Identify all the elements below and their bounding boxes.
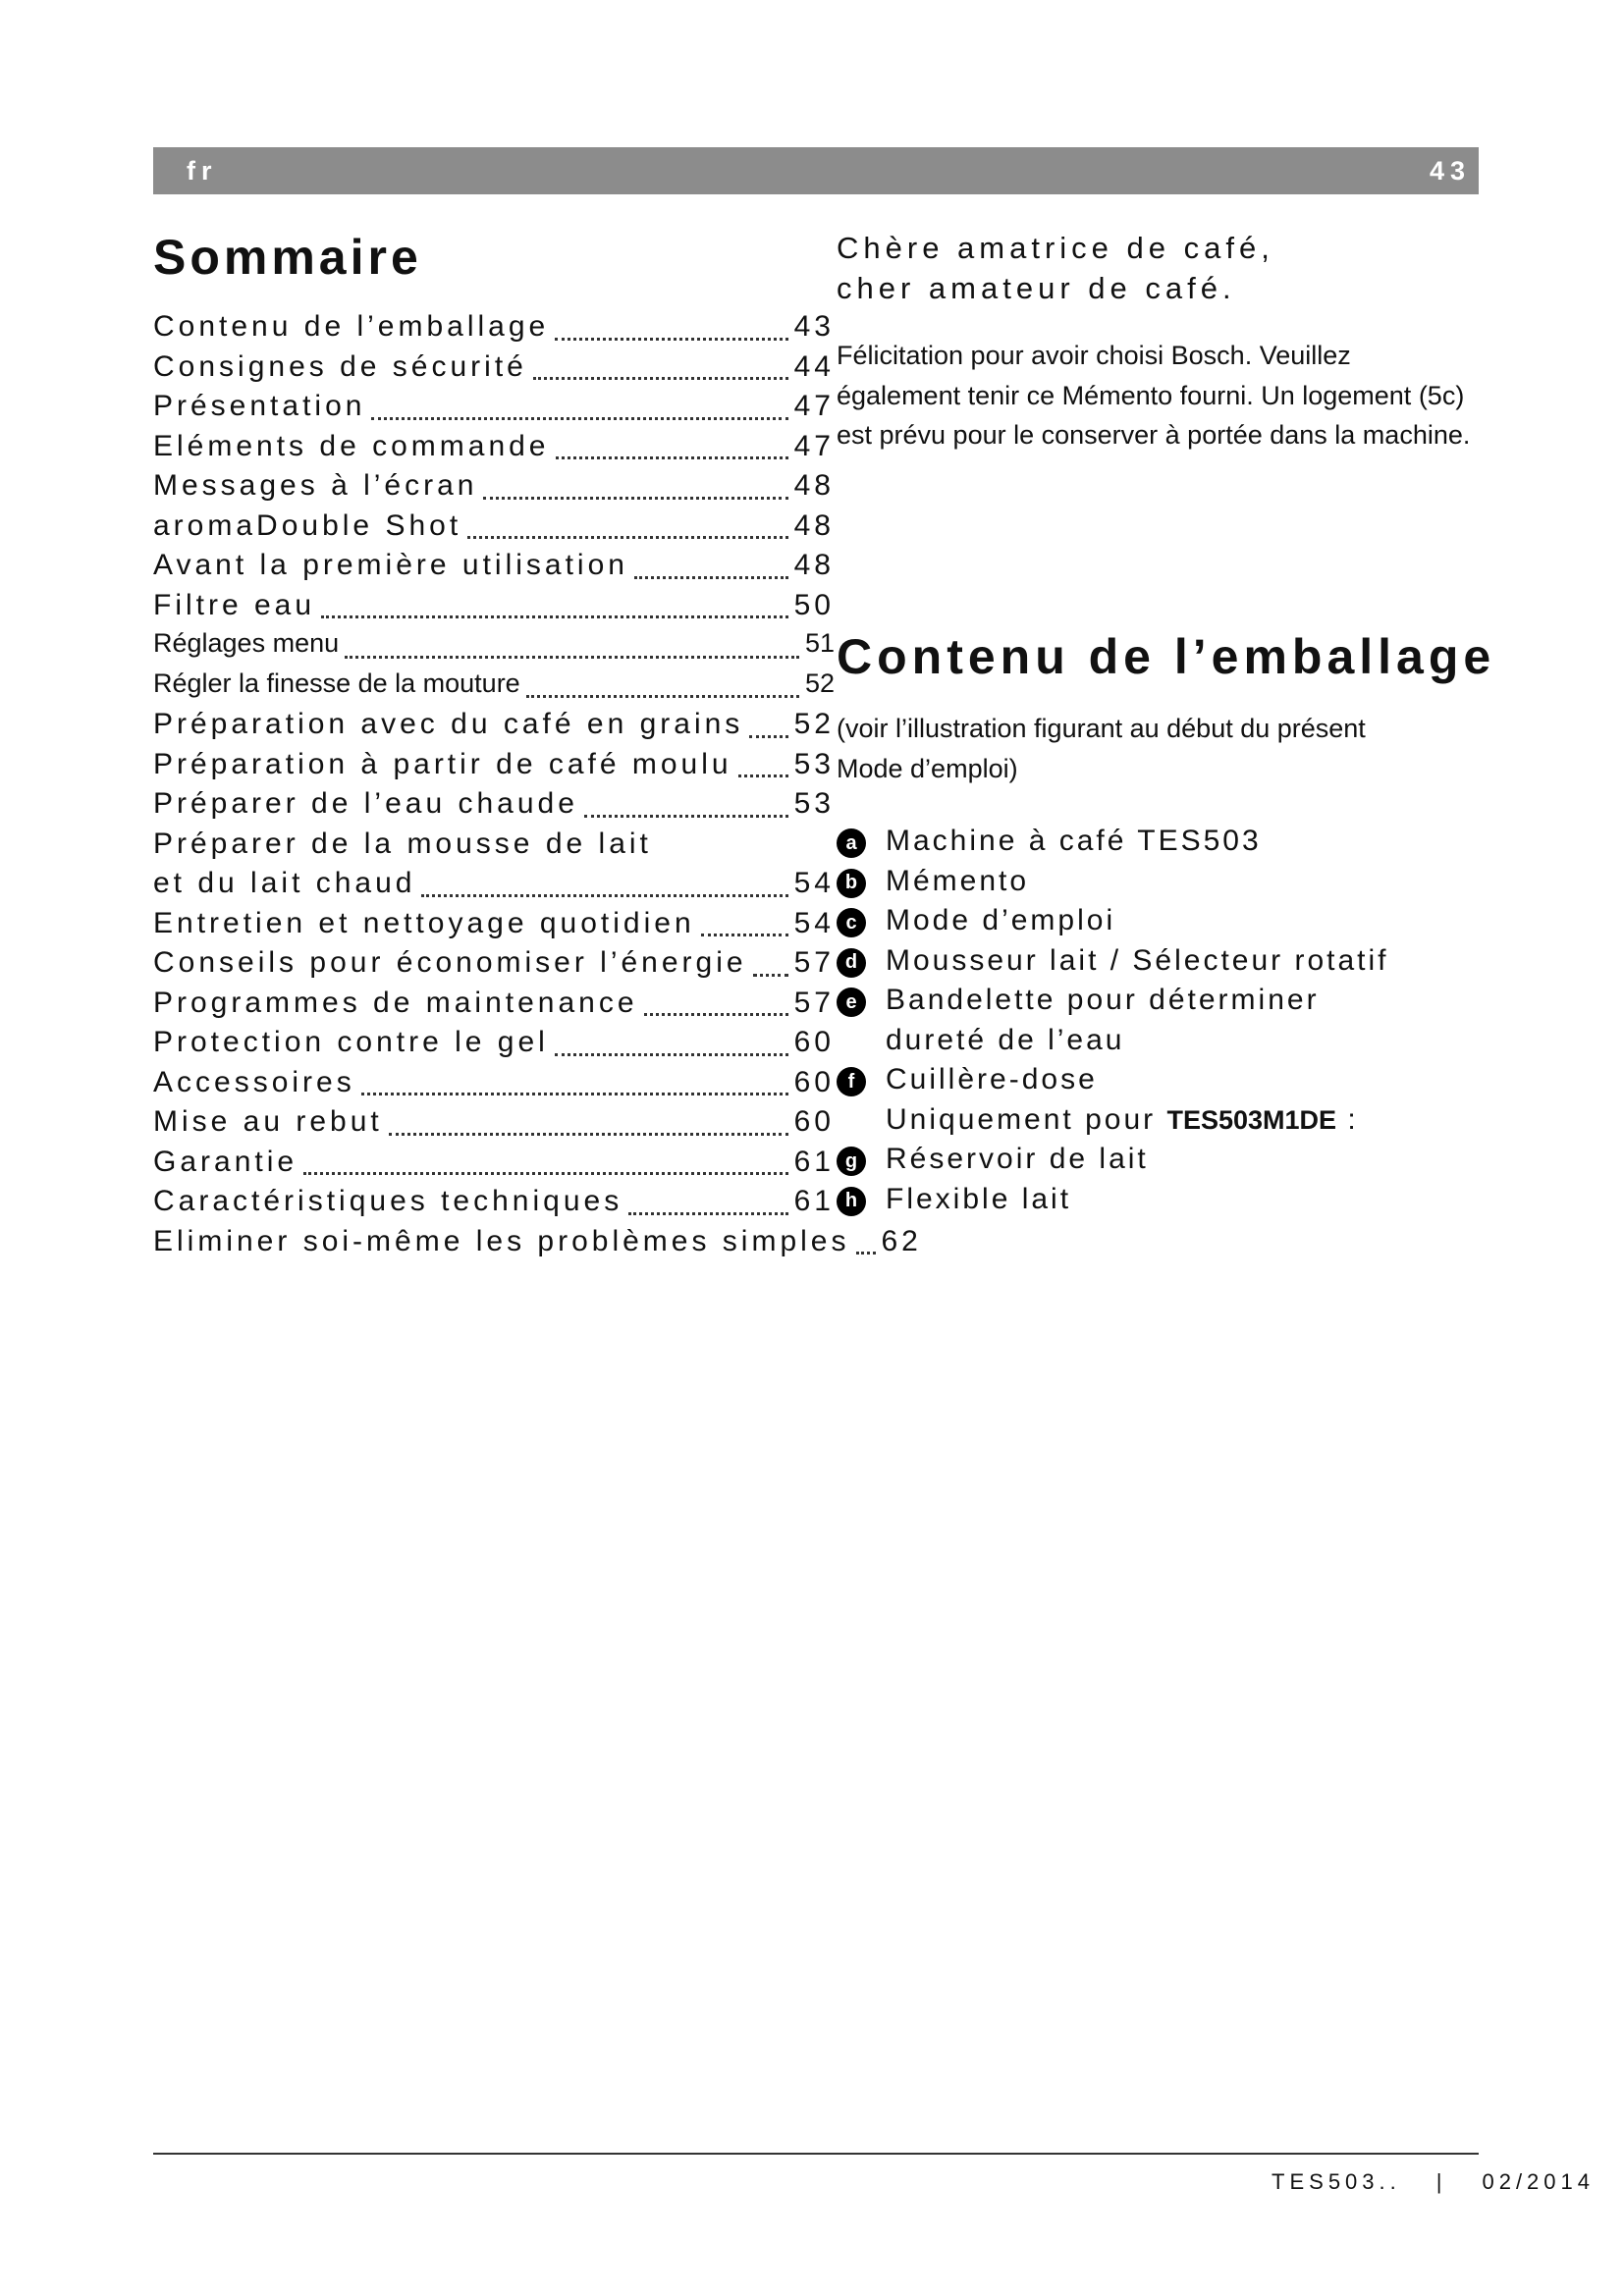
- contents-item-letter-badge: c: [837, 908, 866, 937]
- contents-item-text: [886, 1103, 1359, 1137]
- contents-item: [837, 825, 1577, 865]
- toc-leader-dots: [303, 1172, 788, 1175]
- contents-item-letter-badge: f: [837, 1067, 866, 1096]
- introduction-block: [837, 228, 1579, 455]
- page-number: 43: [1429, 156, 1471, 186]
- toc-item-label: Avant la première utilisation: [153, 549, 628, 581]
- toc-item-label: Contenu de l’emballage: [153, 310, 550, 343]
- toc-item-page: 60: [793, 1065, 835, 1098]
- contents-item: [837, 1063, 1577, 1103]
- toc-item-label: Conseils pour économiser l’énergie: [153, 946, 747, 979]
- contents-item: [837, 904, 1577, 944]
- contents-item: [837, 865, 1577, 905]
- contents-item-text: [886, 944, 1389, 978]
- toc-item-label: Eliminer soi-même les problèmes simples: [153, 1224, 850, 1257]
- toc-item-label: Caractéristiques techniques: [153, 1185, 623, 1217]
- contents-item: [837, 1024, 1577, 1064]
- table-of-contents: [153, 310, 922, 1264]
- toc-item-page: 61: [793, 1145, 835, 1178]
- toc-item-page: 48: [793, 549, 835, 581]
- toc-leader-dots: [421, 894, 787, 897]
- contents-item-label: Cuillère-dose: [886, 1063, 1098, 1095]
- contents-item-label: Réservoir de lait: [886, 1143, 1149, 1175]
- toc-leader-dots: [371, 417, 787, 420]
- toc-item-page: 43: [793, 310, 835, 343]
- toc-item: [153, 1026, 835, 1066]
- contents-item-text: [886, 904, 1115, 937]
- toc-item-label: Entretien et nettoyage quotidien: [153, 906, 695, 939]
- toc-item: [153, 549, 835, 589]
- toc-item-page: 48: [793, 469, 835, 502]
- contents-item-letter-badge: d: [837, 948, 866, 978]
- toc-item: [153, 708, 835, 748]
- contents-item-text: [886, 1183, 1071, 1216]
- toc-item-page: 60: [793, 1026, 835, 1058]
- toc-item-page: 48: [793, 508, 835, 542]
- toc-item-page: 57: [793, 946, 835, 979]
- toc-item-label: et du lait chaud: [153, 867, 416, 899]
- toc-leader-dots: [483, 497, 787, 500]
- toc-item: [153, 469, 835, 509]
- toc-item-label: aromaDouble Shot: [153, 508, 462, 542]
- contents-item-text: [886, 984, 1320, 1017]
- contents-item-label: Machine à café TES503: [886, 825, 1262, 857]
- toc-item: [153, 748, 835, 788]
- toc-item: [153, 589, 835, 629]
- toc-item-label: Préparer de la mousse de lait: [153, 827, 652, 860]
- toc-leader-dots: [556, 456, 788, 459]
- contents-item: [837, 1143, 1577, 1183]
- toc-leader-dots: [555, 338, 787, 341]
- toc-leader-dots: [738, 774, 788, 777]
- toc-item-page: 50: [793, 588, 835, 621]
- toc-item-label: Régler la finesse de la mouture: [153, 667, 520, 698]
- contents-item-label: Mode d’emploi: [886, 904, 1116, 936]
- footer-divider: [153, 2153, 1479, 2155]
- toc-item: [153, 946, 835, 987]
- greeting-line-1: Chère amatrice de café,: [837, 231, 1274, 265]
- toc-item: [153, 509, 835, 550]
- contents-item-label: Flexible lait: [886, 1182, 1072, 1215]
- toc-leader-dots: [584, 815, 788, 818]
- toc-item-page: 54: [793, 867, 835, 899]
- toc-item-label: Garantie: [153, 1145, 298, 1178]
- toc-item-label: Consignes de sécurité: [153, 349, 527, 383]
- toc-leader-dots: [345, 656, 799, 659]
- toc-item-label: Préparation à partir de café moulu: [153, 747, 732, 780]
- footer-model: TES503..: [1272, 2169, 1401, 2194]
- toc-leader-dots: [701, 934, 788, 936]
- toc-item-page: 52: [793, 708, 835, 740]
- package-contents-list: [837, 825, 1577, 1222]
- contents-item-tail: :: [1336, 1102, 1359, 1136]
- toc-item-page: 47: [793, 390, 835, 422]
- toc-item: [153, 1066, 835, 1106]
- toc-item-page: 47: [793, 429, 835, 462]
- contents-item-letter-badge: b: [837, 869, 866, 898]
- toc-item: [153, 350, 835, 391]
- toc-leader-dots: [628, 1212, 787, 1215]
- contents-item: [837, 984, 1577, 1024]
- toc-item-page: 44: [793, 349, 835, 383]
- toc-item: [153, 987, 835, 1027]
- toc-item: [153, 430, 835, 470]
- contents-item-letter-badge: a: [837, 828, 866, 858]
- toc-item-label: Protection contre le gel: [153, 1026, 549, 1058]
- toc-item-label: Préparation avec du café en grains: [153, 708, 744, 740]
- toc-item: [153, 390, 835, 430]
- toc-item-page: 61: [793, 1185, 835, 1217]
- footer-date: 02/2014: [1482, 2169, 1595, 2194]
- toc-item-label: Accessoires: [153, 1065, 355, 1098]
- contents-item: [837, 1103, 1577, 1144]
- toc-item: [153, 907, 835, 947]
- toc-leader-dots: [749, 735, 787, 738]
- contents-item-letter-badge: g: [837, 1147, 866, 1176]
- toc-item: [153, 1224, 922, 1265]
- toc-leader-dots: [526, 695, 799, 698]
- footer: [1272, 2169, 1595, 2195]
- toc-item-label: Eléments de commande: [153, 429, 550, 462]
- contents-item-text: [886, 1143, 1149, 1176]
- toc-item-page: 52: [804, 667, 835, 698]
- toc-item-page: 53: [793, 747, 835, 780]
- toc-item-label: Filtre eau: [153, 588, 316, 621]
- contents-item-model: TES503M1DE: [1166, 1104, 1337, 1135]
- toc-item-label: Présentation: [153, 390, 366, 422]
- toc-item: [153, 1105, 835, 1146]
- section-note: (voir l’illustration figurant au début du présent Mode d’emploi): [837, 714, 1366, 783]
- toc-item-label: Messages à l’écran: [153, 469, 478, 502]
- contents-item-label: Mémento: [886, 864, 1030, 897]
- toc-leader-dots: [467, 536, 787, 539]
- toc-item: [153, 1185, 835, 1225]
- contents-item-text: [886, 1063, 1098, 1096]
- toc-item-page: 62: [881, 1224, 922, 1257]
- toc-leader-dots: [753, 974, 788, 977]
- toc-item-page: 54: [793, 906, 835, 939]
- contents-item-label: Mousseur lait / Sélecteur rotatif: [886, 943, 1389, 977]
- contents-item-text: [886, 865, 1029, 898]
- toc-leader-dots: [644, 1013, 788, 1016]
- section-title: Contenu de l’emballage: [837, 629, 1496, 684]
- toc-item-page: 53: [793, 787, 835, 820]
- toc-title: Sommaire: [153, 230, 422, 285]
- toc-item-label: Préparer de l’eau chaude: [153, 787, 578, 820]
- toc-item-label: Mise au rebut: [153, 1105, 383, 1138]
- contents-item-label: dureté de l’eau: [886, 1023, 1125, 1056]
- toc-item-page: 60: [793, 1105, 835, 1138]
- toc-leader-dots: [856, 1252, 876, 1255]
- footer-separator: |: [1435, 2169, 1447, 2194]
- toc-item-label: Programmes de maintenance: [153, 986, 638, 1019]
- toc-item: [153, 1146, 835, 1186]
- language-code: fr: [187, 156, 218, 186]
- contents-item-letter-badge: h: [837, 1187, 866, 1216]
- toc-leader-dots: [555, 1053, 788, 1056]
- toc-item: [153, 668, 835, 709]
- toc-leader-dots: [361, 1093, 788, 1095]
- greeting-line-2: cher amateur de café.: [837, 271, 1236, 305]
- contents-item-label: Bandelette pour déterminer: [886, 984, 1320, 1016]
- toc-item-label: Réglages menu: [153, 628, 340, 658]
- toc-item: [153, 787, 835, 828]
- contents-item-text: [886, 825, 1262, 858]
- toc-item-page: 51: [804, 628, 835, 658]
- toc-item: [153, 828, 835, 868]
- contents-item: [837, 1183, 1577, 1223]
- toc-item: [153, 310, 835, 350]
- toc-item: [153, 628, 835, 668]
- toc-item: [153, 867, 835, 907]
- contents-item-letter-badge: e: [837, 988, 866, 1017]
- intro-paragraph: Félicitation pour avoir choisi Bosch. Veuillez également tenir ce Mémento fourni. Un logement (5c) est prévu pour le conserver à portée dans la machine.: [837, 341, 1471, 450]
- toc-leader-dots: [389, 1133, 788, 1136]
- greeting: [837, 228, 1579, 308]
- header-bar: [153, 147, 1479, 194]
- contents-item-text: [886, 1024, 1125, 1057]
- toc-leader-dots: [321, 615, 788, 618]
- contents-item: [837, 944, 1577, 985]
- contents-item-label: Uniquement pour: [886, 1102, 1167, 1136]
- toc-item-page: 57: [793, 986, 835, 1019]
- toc-leader-dots: [634, 576, 788, 579]
- toc-leader-dots: [533, 377, 788, 380]
